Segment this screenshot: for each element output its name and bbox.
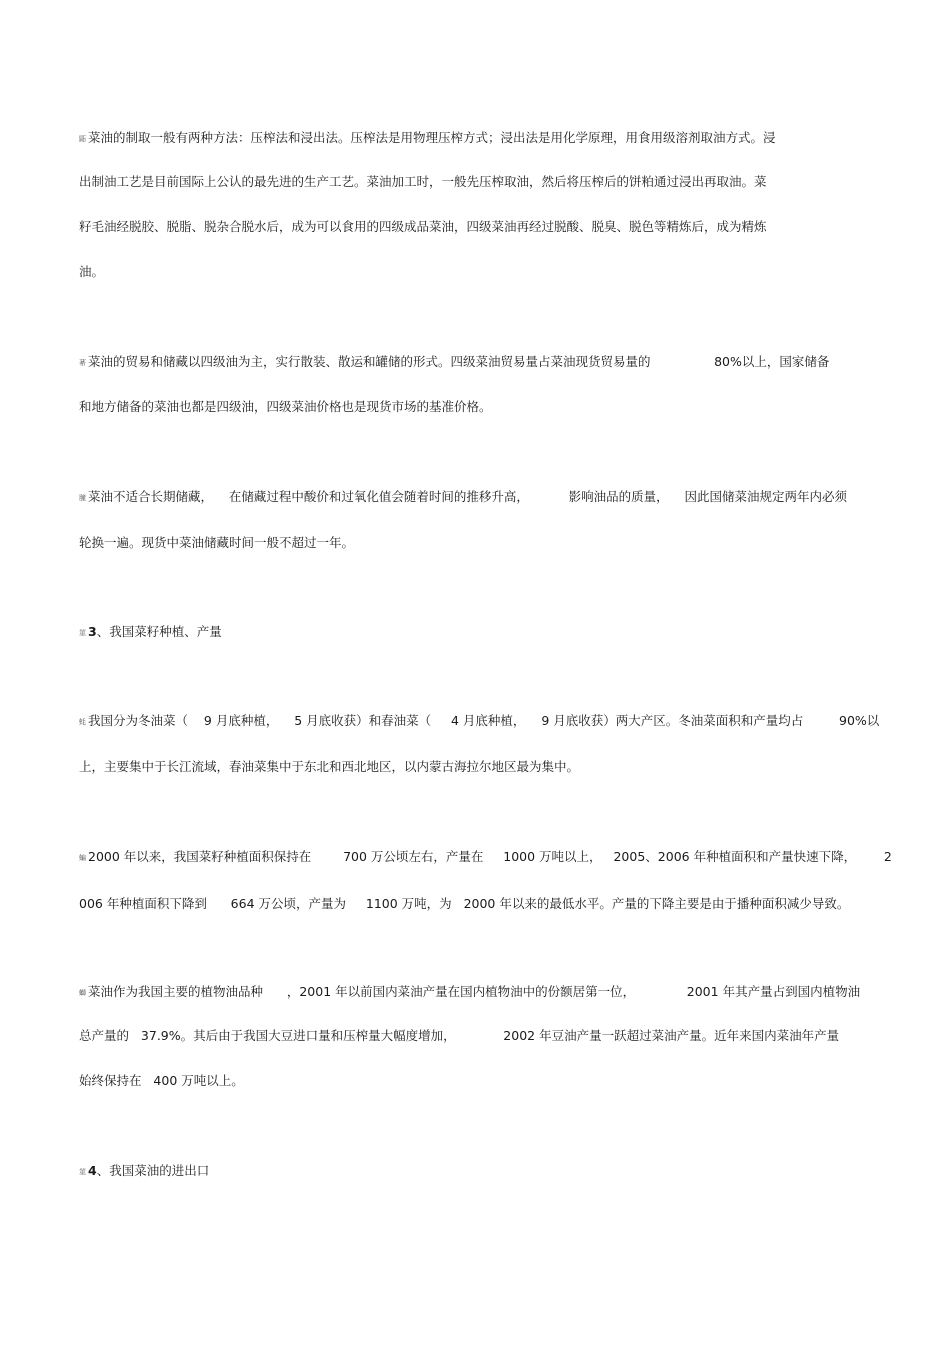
paragraph-marker: 鼫: [79, 135, 86, 143]
section-heading-3: [79, 624, 222, 641]
paragraph-1-line-4: 油。: [79, 264, 105, 279]
paragraph-2-line-1: 莃 菜油的贸易和储藏以四级油为主，实行散装、散运和罐储的形式。四级菜油贸易量占菜油现货贸易量的 80%以上，国家储备: [79, 354, 830, 369]
heading-number: 3: [88, 624, 97, 639]
heading-text: 、我国菜籽种植、产量: [96, 624, 222, 639]
paragraph-1-line-3: 籽毛油经脱胶、脱脂、脱杂合脱水后，成为可以食用的四级成品菜油，四级菜油再经过脱酸、脱臭、脱色等精炼后，成为精炼: [79, 219, 767, 234]
paragraph-4-line-2: 上，主要集中于长江流域，春油菜集中于东北和西北地区，以内蒙古海拉尔地区最为集中。: [79, 759, 580, 774]
paragraph-marker: 蝙: [79, 854, 86, 862]
paragraph-6-line-3: 始终保持在 400 万吨以上。: [79, 1073, 244, 1088]
paragraph-marker: 莁: [79, 629, 86, 637]
section-heading-4: [79, 1163, 209, 1180]
heading-number: 4: [88, 1163, 97, 1178]
paragraph-3-line-2: 轮换一遍。现货中菜油储藏时间一般不超过一年。: [79, 535, 355, 550]
paragraph-marker: 莁: [79, 1168, 86, 1176]
paragraph-marker: 蚝: [79, 718, 86, 726]
paragraph-1-line-2: 出制油工艺是目前国际上公认的最先进的生产工艺。菜油加工时，一般先压榨取油，然后将压榨后的饼粕通过浸出再取油。菜: [79, 174, 767, 189]
paragraph-5-line-1: 蝙 2000 年以来，我国菜籽种植面积保持在 700 万公顷左右，产量在 1000 万吨以上， 2005、2006 年种植面积和产量快速下降， 2: [79, 849, 892, 864]
paragraph-marker: 螄: [79, 989, 86, 997]
paragraph-4-line-1: 蚝 我国分为冬油菜（ 9 月底种植， 5 月底收获）和春油菜（ 4 月底种植， 9 月底收获）两大产区。冬油菜面积和产量均占 90%以: [79, 713, 880, 728]
paragraph-marker: 膧: [79, 494, 86, 502]
paragraph-1-line-1: 鼫 菜油的制取一般有两种方法：压榨法和浸出法。压榨法是用物理压榨方式；浸出法是用化学原理，用食用级溶剂取油方式。浸: [79, 130, 776, 145]
paragraph-3-line-1: 膧 菜油不适合长期储藏， 在储藏过程中酸价和过氧化值会随着时间的推移升高， 影响油品的质量， 因此国储菜油规定两年内必须: [79, 489, 848, 504]
heading-text: 、我国菜油的进出口: [96, 1163, 210, 1178]
paragraph-5-line-2: 006 年种植面积下降到 664 万公顷，产量为 1100 万吨，为 2000 年以来的最低水平。产量的下降主要是由于播种面积减少导致。: [79, 896, 850, 911]
paragraph-marker: 莃: [79, 359, 86, 367]
paragraph-6-line-2: 总产量的 37.9%。其后由于我国大豆进口量和压榨量大幅度增加， 2002 年豆油产量一跃超过菜油产量。近年来国内菜油年产量: [79, 1028, 840, 1043]
paragraph-6-line-1: 螄 菜油作为我国主要的植物油品种 ，2001 年以前国内菜油产量在国内植物油中的份额居第一位， 2001 年其产量占到国内植物油: [79, 984, 861, 999]
paragraph-2-line-2: 和地方储备的菜油也都是四级油，四级菜油价格也是现货市场的基准价格。: [79, 399, 492, 414]
